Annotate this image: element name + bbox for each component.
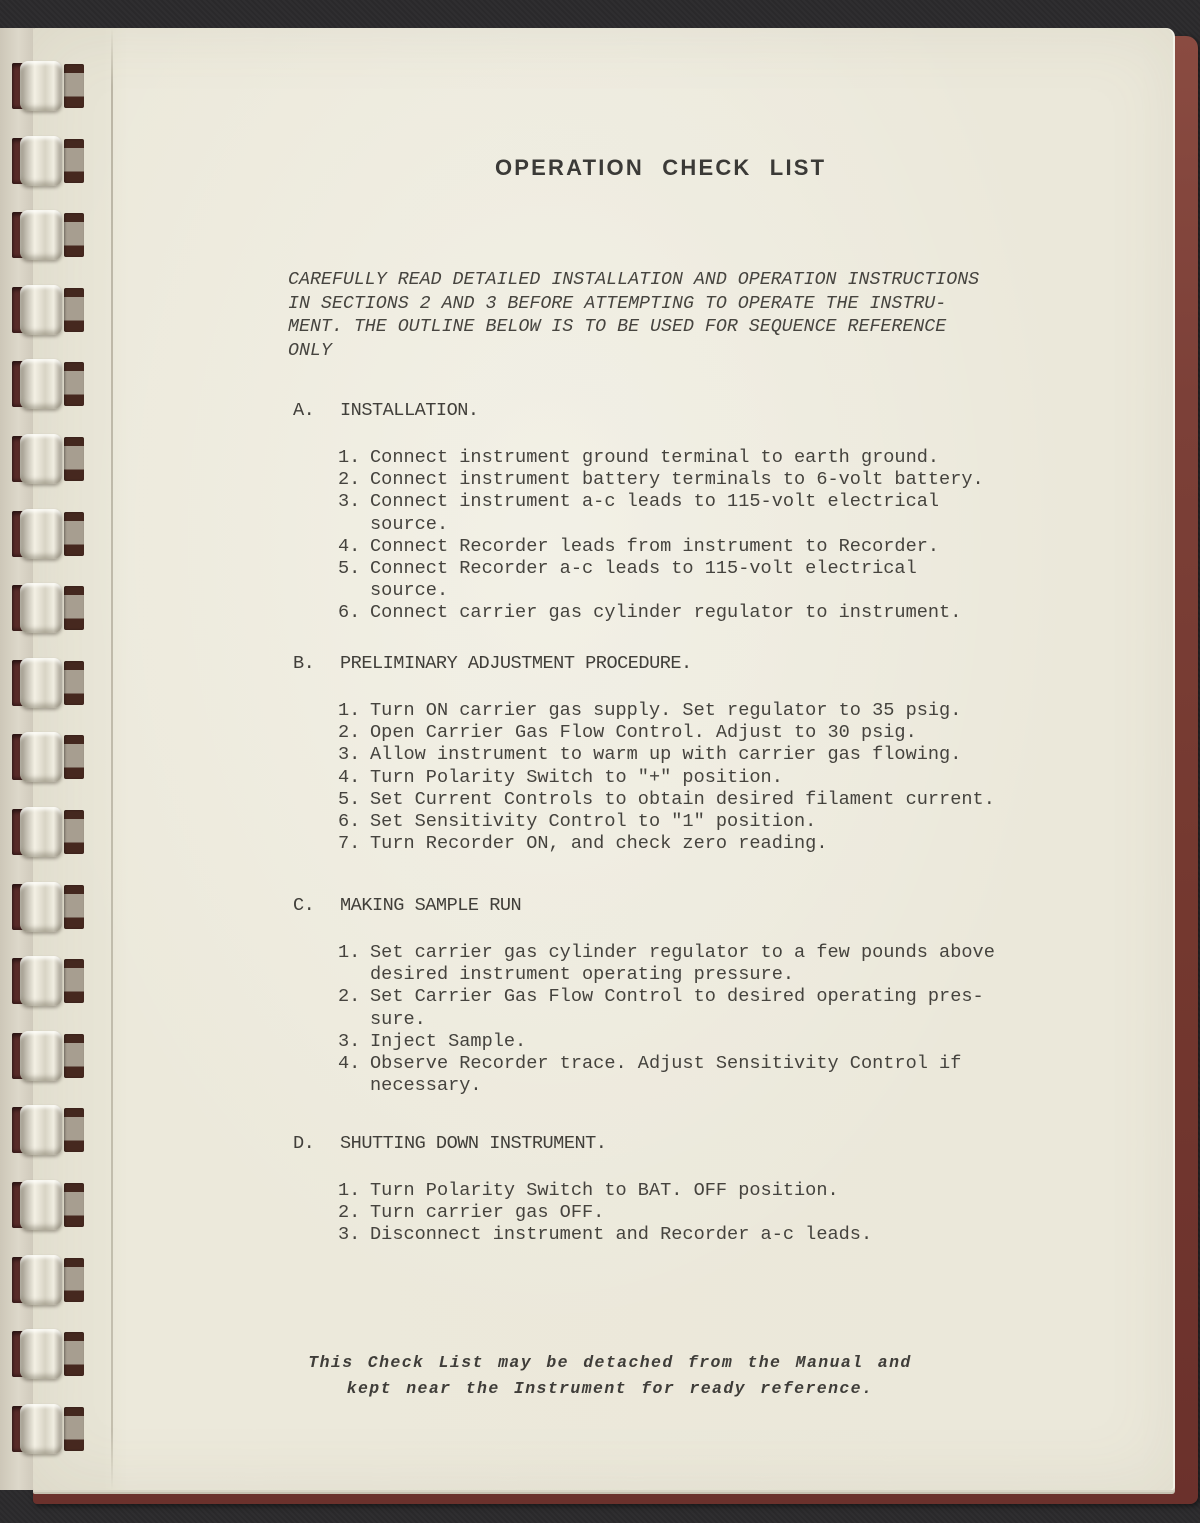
item-number: 7.	[338, 833, 361, 855]
list-item	[338, 558, 1145, 602]
section-d	[293, 1133, 1145, 1247]
item-line: Disconnect instrument and Recorder a-c leads.	[370, 1224, 873, 1246]
binding-punch-hole	[64, 362, 84, 406]
binding-ring-band	[20, 1031, 62, 1081]
item-text	[370, 811, 816, 833]
binding-punch-hole	[64, 288, 84, 332]
section-heading-text: MAKING SAMPLE RUN	[340, 895, 522, 916]
binding-punch-hole	[64, 735, 84, 779]
list-item	[338, 1031, 1145, 1053]
list-item	[338, 469, 1145, 491]
section-a	[293, 400, 1145, 625]
item-number: 3.	[338, 1030, 361, 1052]
binding-ring-band	[20, 359, 62, 409]
item-text	[370, 833, 827, 855]
item-line: Turn Polarity Switch to "+" position.	[370, 766, 783, 788]
item-line: Connect instrument a-c leads to 115-volt electrical	[370, 491, 940, 513]
item-text	[370, 986, 984, 1030]
list-item	[338, 536, 1145, 558]
list-item	[338, 744, 1145, 766]
text-line: CAREFULLY READ DETAILED INSTALLATION AND OPERATION INSTRUCTIONS	[288, 270, 980, 290]
item-line: Set Current Controls to obtain desired filament current.	[370, 788, 995, 810]
binding-ring-band	[20, 956, 62, 1006]
binding-ring	[0, 61, 92, 111]
binding-ring	[0, 807, 92, 857]
item-line: Inject Sample.	[370, 1030, 527, 1052]
binding-ring	[0, 956, 92, 1006]
item-line: Set carrier gas cylinder regulator to a few pounds above	[370, 942, 995, 963]
list-item	[338, 833, 1145, 855]
item-number: 5.	[338, 788, 361, 810]
item-number: 4.	[338, 766, 361, 788]
item-line: Turn Polarity Switch to BAT. OFF position.	[370, 1180, 839, 1201]
section-letter: D.	[293, 1133, 315, 1154]
binding-punch-hole	[64, 437, 84, 481]
binding-punch-hole	[64, 1407, 84, 1451]
item-text	[370, 491, 939, 535]
binding-ring	[0, 658, 92, 708]
section-heading	[293, 400, 1145, 422]
item-line: Set Sensitivity Control to "1" position.	[370, 811, 817, 833]
item-number: 3.	[338, 491, 361, 513]
item-line: Connect Recorder a-c leads to 115-volt electrical	[370, 558, 917, 580]
binding-ring	[0, 434, 92, 484]
binding-punch-hole	[64, 64, 84, 108]
item-line: Turn Recorder ON, and check zero reading.	[370, 833, 828, 855]
binding-ring	[0, 1404, 92, 1454]
binding-ring	[0, 882, 92, 932]
item-line: Open Carrier Gas Flow Control. Adjust to 30 psig.	[370, 722, 917, 744]
binding-ring	[0, 1255, 92, 1305]
section-heading-text: PRELIMINARY ADJUSTMENT PROCEDURE.	[340, 653, 692, 674]
item-number: 6.	[338, 811, 361, 833]
item-line: Set Carrier Gas Flow Control to desired operating pres-	[370, 986, 984, 1008]
binding-ring	[0, 1105, 92, 1155]
item-text	[370, 789, 995, 811]
section-heading-text: INSTALLATION.	[340, 400, 479, 421]
binding-ring	[0, 359, 92, 409]
binding-ring	[0, 1329, 92, 1379]
binding-punch-hole	[64, 661, 84, 705]
binding-ring-band	[20, 61, 62, 111]
text-line: MENT. THE OUTLINE BELOW IS TO BE USED FOR SEQUENCE REFERENCE	[288, 317, 947, 337]
binding-ring-band	[20, 285, 62, 335]
text-line: kept near the Instrument for ready reference.	[346, 1379, 874, 1398]
binding-ring	[0, 1031, 92, 1081]
list-item	[338, 491, 1145, 535]
list-item	[338, 986, 1145, 1030]
item-number: 4.	[338, 1053, 361, 1075]
item-text	[370, 1031, 526, 1053]
item-number: 3.	[338, 744, 361, 766]
binding-ring-band	[20, 1255, 62, 1305]
item-text	[370, 447, 939, 469]
section-items	[338, 700, 1145, 855]
list-item	[338, 1224, 1145, 1246]
item-line: source.	[370, 580, 449, 602]
item-line: Turn carrier gas OFF.	[370, 1202, 605, 1224]
list-item	[338, 700, 1145, 722]
section-heading	[293, 895, 1145, 917]
item-text	[370, 469, 984, 491]
item-line: Connect instrument battery terminals to 6-volt battery.	[370, 469, 984, 491]
binding-punch-hole	[64, 959, 84, 1003]
binding-punch-hole	[64, 1108, 84, 1152]
binding-punch-hole	[64, 1034, 84, 1078]
item-line: necessary.	[370, 1075, 482, 1097]
binding-ring	[0, 210, 92, 260]
footer-note	[33, 1350, 1175, 1402]
item-text	[370, 1202, 604, 1224]
binding-punch-hole	[64, 512, 84, 556]
binding-ring-band	[20, 509, 62, 559]
binding-ring-band	[20, 434, 62, 484]
item-text	[370, 1053, 961, 1097]
list-item	[338, 722, 1145, 744]
binding-punch-hole	[64, 586, 84, 630]
binding-ring-band	[20, 732, 62, 782]
binding-punch-hole	[64, 1258, 84, 1302]
item-text	[370, 942, 995, 986]
list-item	[338, 1202, 1145, 1224]
section-b	[293, 653, 1145, 855]
binding-punch-hole	[64, 810, 84, 854]
list-item	[338, 811, 1145, 833]
item-text	[370, 700, 961, 722]
list-item	[338, 1053, 1145, 1097]
text-line: IN SECTIONS 2 AND 3 BEFORE ATTEMPTING TO OPERATE THE INSTRU-	[288, 293, 947, 314]
binding-ring	[0, 1180, 92, 1230]
item-number: 6.	[338, 602, 361, 624]
binding-ring-band	[20, 882, 62, 932]
binding-ring-band	[20, 583, 62, 633]
binding-ring	[0, 285, 92, 335]
item-text	[370, 744, 961, 766]
binding-ring	[0, 136, 92, 186]
item-number: 2.	[338, 469, 361, 491]
item-number: 5.	[338, 558, 361, 580]
item-number: 4.	[338, 535, 361, 557]
text-line: This Check List may be detached from the Manual and	[308, 1353, 912, 1372]
item-text	[370, 722, 917, 744]
item-number: 3.	[338, 1224, 361, 1246]
binding-ring-band	[20, 136, 62, 186]
binding-ring-band	[20, 210, 62, 260]
section-heading	[293, 1133, 1145, 1155]
section-items	[338, 942, 1145, 1097]
binding-ring-band	[20, 807, 62, 857]
binding-ring-band	[20, 1404, 62, 1454]
item-line: Turn ON carrier gas supply. Set regulator to 35 psig.	[370, 700, 962, 721]
binding-punch-hole	[64, 213, 84, 257]
item-number: 2.	[338, 722, 361, 744]
list-item	[338, 1180, 1145, 1202]
list-item	[338, 942, 1145, 986]
section-heading	[293, 653, 1145, 675]
item-line: Connect Recorder leads from instrument to Recorder.	[370, 535, 940, 557]
item-text	[370, 767, 783, 789]
binding-ring-band	[20, 1180, 62, 1230]
list-item	[338, 767, 1145, 789]
text-line: ONLY	[288, 340, 332, 361]
item-number: 1.	[338, 700, 361, 721]
item-line: Observe Recorder trace. Adjust Sensitivity Control if	[370, 1053, 962, 1075]
item-text	[370, 1180, 839, 1202]
item-number: 2.	[338, 986, 361, 1008]
binding-punch-hole	[64, 885, 84, 929]
section-letter: B.	[293, 653, 315, 674]
item-number: 1.	[338, 447, 361, 468]
binding-ring-band	[20, 1329, 62, 1379]
checklist-page	[33, 28, 1175, 1490]
list-item	[338, 789, 1145, 811]
item-text	[370, 1224, 872, 1246]
binding-ring	[0, 583, 92, 633]
item-text	[370, 558, 917, 602]
sections	[33, 28, 1175, 1490]
binding-ring-band	[20, 658, 62, 708]
binding-ring	[0, 732, 92, 782]
page-title: OPERATION CHECK LIST	[495, 155, 827, 180]
item-line: Connect carrier gas cylinder regulator to instrument.	[370, 602, 962, 624]
binding-punch-hole	[64, 1183, 84, 1227]
item-line: Connect instrument ground terminal to earth ground.	[370, 447, 940, 468]
section-items	[338, 1180, 1145, 1247]
binding-punch-hole	[64, 1332, 84, 1376]
item-line: sure.	[370, 1008, 426, 1030]
item-number: 2.	[338, 1202, 361, 1224]
item-line: desired instrument operating pressure.	[370, 964, 795, 986]
list-item	[338, 447, 1145, 469]
item-number: 1.	[338, 1180, 361, 1201]
binding-ring	[0, 509, 92, 559]
item-line: Allow instrument to warm up with carrier gas flowing.	[370, 744, 962, 766]
item-number: 1.	[338, 942, 361, 963]
section-letter: C.	[293, 895, 315, 916]
item-text	[370, 602, 961, 624]
section-letter: A.	[293, 400, 315, 421]
binding-punch-hole	[64, 139, 84, 183]
binding-ring-band	[20, 1105, 62, 1155]
item-text	[370, 536, 939, 558]
section-items	[338, 447, 1145, 625]
section-c	[293, 895, 1145, 1097]
comb-binding	[0, 0, 100, 1523]
item-line: source.	[370, 513, 449, 535]
list-item	[338, 602, 1145, 624]
section-heading-text: SHUTTING DOWN INSTRUMENT.	[340, 1133, 607, 1154]
